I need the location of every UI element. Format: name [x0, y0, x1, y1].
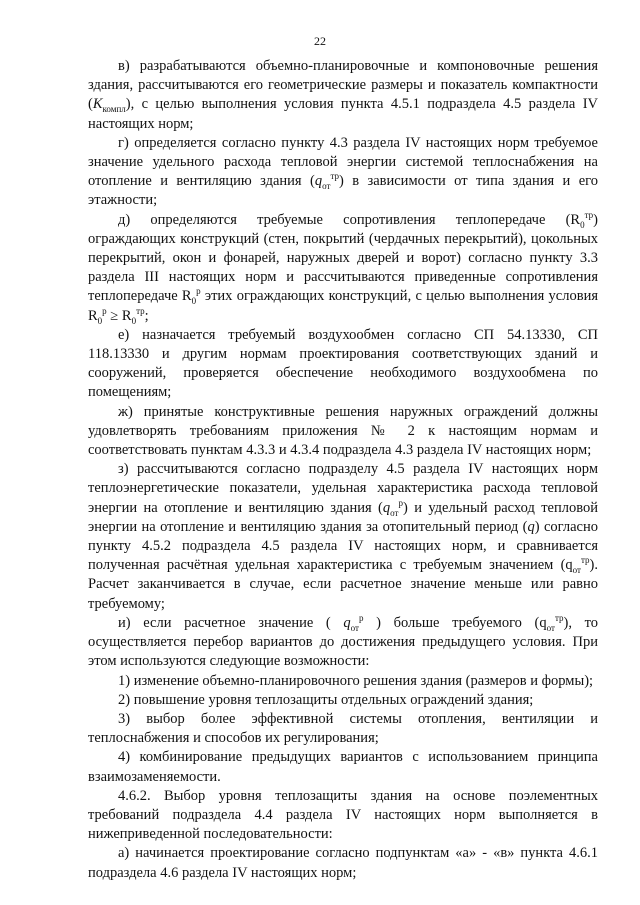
list-item-1: 1) изменение объемно-планировочного решения здания (размеров и формы); [118, 672, 594, 689]
paragraph-i: и) если расчетное значение ( $q_{от}^р$ ) больше требуемого $(q_{от}^{тр})$, то осуществляется перебор вариантов до достижения предыдущего условия. При этом используются следующие возможности: [88, 613, 598, 670]
list-item-2: 2) повышение уровня теплозащиты отдельных ограждений здания; [118, 691, 534, 708]
page-number: 22 [314, 34, 326, 48]
list-item-3: 3) выбор более эффективной системы отопления, вентиляции и теплоснабжения и способов их регулирования; [88, 710, 598, 747]
paragraph-zh: ж) принятые конструктивные решения наружных ограждений должны удовлетворять требованиям приложения № 2 к настоящим нормам и соответствовать пунктам 4.3.3 и 4.3.4 подраздела 4.3 раздела IV настоящих норм; [88, 403, 598, 459]
paragraph-z: з) рассчитываются согласно подразделу 4.5 раздела IV настоящих норм теплоэнергетические показатели, удельная характеристика расхода тепловой энергии на отопление и вентиляцию здания $(q_{от}^р)$ и удельный расход тепловой энергии на отопление и вентиляцию здания за отопительный период (q) согласно пункту 4.5.2 подраздела 4.5 раздела IV настоящих норм, и сравнивается полученная расчётная удельная характеристика с требуемым значением $(q_{от}^{тр})$. Расчет заканчивается в случае, если расчетное значение меньше или равно требуемому; [88, 461, 599, 612]
list-item-4: 4) комбинирование предыдущих вариантов с использованием принципа взаимозаменяемости. [88, 749, 598, 785]
paragraph-e: е) назначается требуемый воздухообмен согласно СП 54.13330, СП 118.13330 и другим нормам проектирования соответствующих зданий и сооружений, проверяется обеспечение необходимого воздухообмена по помещениям; [88, 326, 598, 401]
paragraph-a: а) начинается проектирование согласно подпунктам «а» - «в» пункта 4.6.1 подраздела 4.6 раздела IV настоящих норм; [88, 845, 598, 881]
paragraph-g: г) определяется согласно пункту 4.3 раздела IV настоящих норм требуемое значение удельного расхода тепловой энергии системой теплоснабжения на отопление и вентиляцию здания $(q_{от}^{тр})$ в зависимости от типа здания и его этажности; [88, 134, 598, 209]
paragraph-d: д) определяются требуемые сопротивления теплопередаче $(R_0^{тр})$ ограждающих конструкций (стен, покрытий (чердачных перекрытий), цокольных перекрытий, окон и фонарей, наружных дверей и ворот) согласно пункту 3.3 раздела III настоящих норм и рассчитываются приведенные сопротивления теплопередаче $R_0^р$ этих ограждающих конструкций, с целью выполнения условия $R_0^р \ge R_0^{тр}$; [88, 209, 599, 326]
section-4-6-2: 4.6.2. Выбор уровня теплозащиты здания на основе поэлементных требований подраздела 4.4 раздела IV настоящих норм выполняется в нижеприведенной последовательности: [88, 787, 598, 843]
paragraph-v: в) разрабатываются объемно-планировочные и компоновочные решения здания, рассчитываются его геометрические размеры и показатель компактности $(K_{компл})$, с целью выполнения условия пункта 4.5.1 подраздела 4.5 раздела IV настоящих норм; [88, 58, 598, 132]
document-body [88, 57, 598, 883]
